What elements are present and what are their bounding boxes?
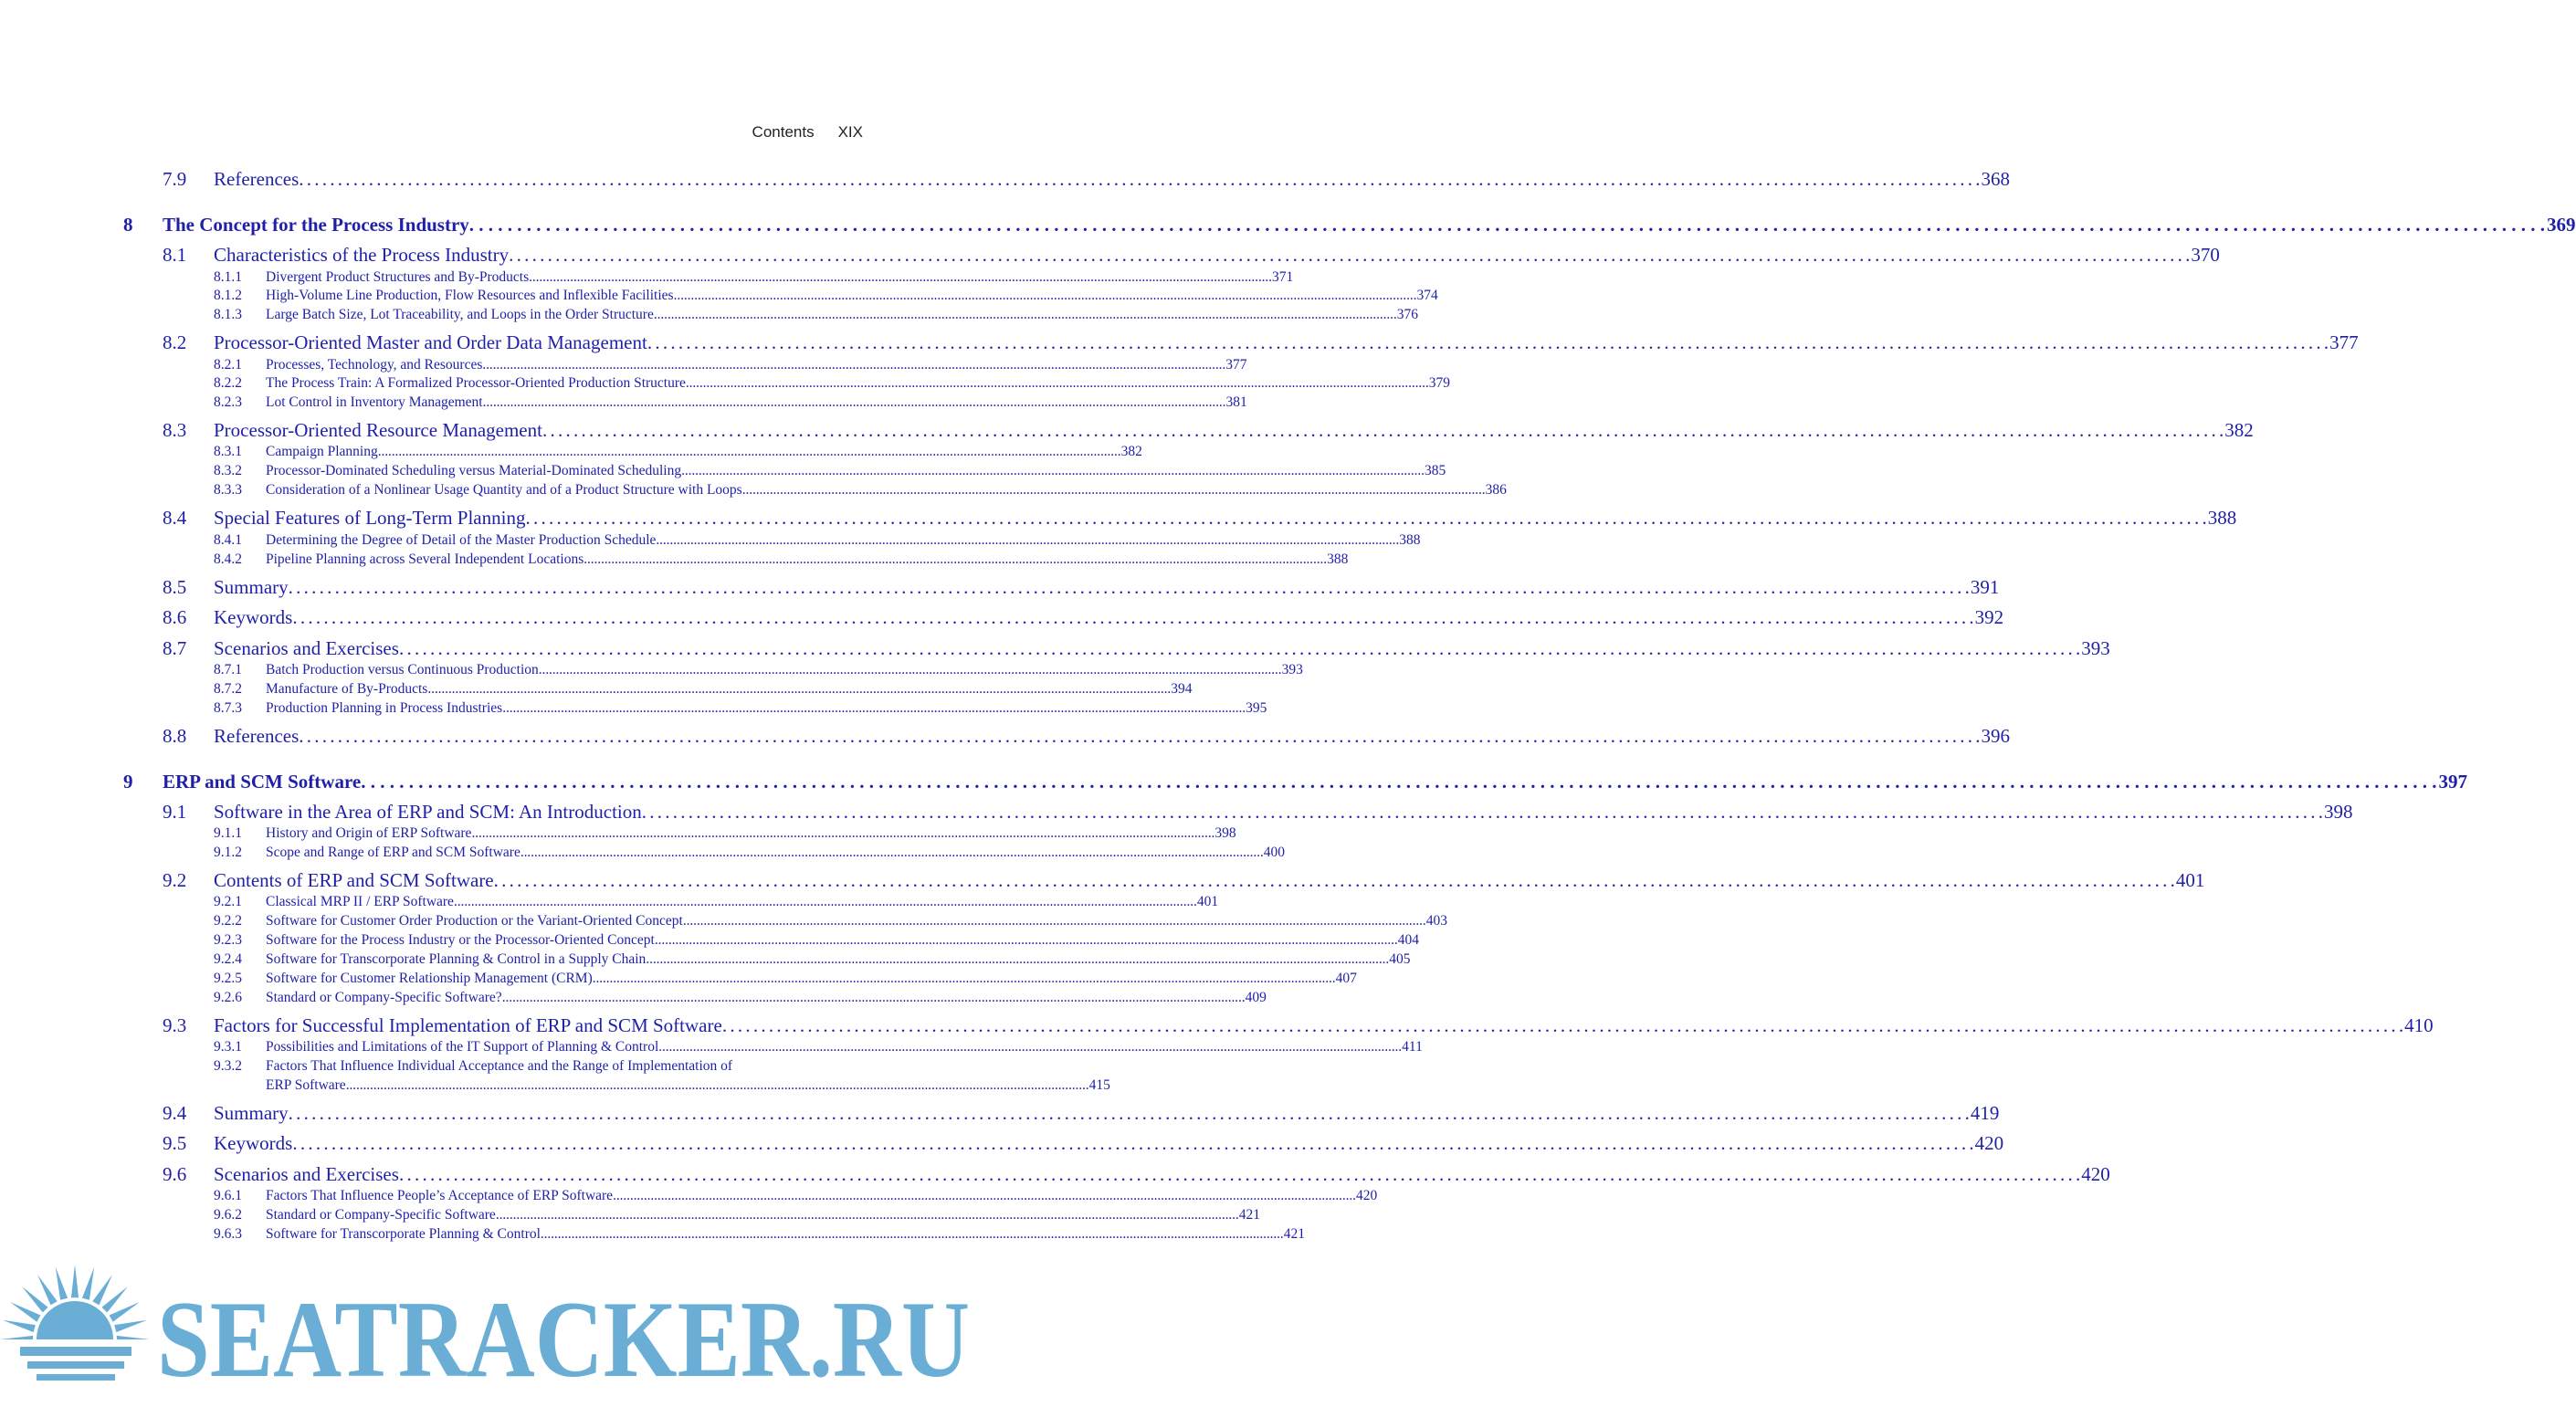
dot-leader xyxy=(683,913,1425,929)
toc-entry-page[interactable]: 400 xyxy=(1263,844,1285,860)
toc-entry-page[interactable]: 401 xyxy=(2175,868,2205,891)
toc-entry-page[interactable]: 382 xyxy=(1120,443,1142,459)
dot-leader xyxy=(613,1188,1354,1204)
toc-entry-title[interactable]: The Concept for the Process Industry xyxy=(163,213,469,236)
toc-entry-page[interactable]: 374 xyxy=(1416,287,1438,303)
dot-leader xyxy=(655,932,1396,949)
header-label: Contents xyxy=(752,123,815,141)
toc-entry-title[interactable]: Standard or Company-Specific Software? xyxy=(266,989,502,1005)
toc-entry-page[interactable]: 409 xyxy=(1245,989,1267,1005)
dot-leader xyxy=(742,482,1484,499)
dot-leader xyxy=(292,1132,1972,1155)
dot-leader xyxy=(509,244,2189,267)
sun-ray xyxy=(71,1265,79,1297)
toc-entry-title[interactable]: Scenarios and Exercises xyxy=(214,636,399,659)
toc-entry-page[interactable]: 396 xyxy=(1981,724,2011,747)
toc-entry-title[interactable]: Campaign Planning xyxy=(266,443,378,459)
toc-entry-page[interactable]: 407 xyxy=(1335,970,1357,986)
toc-entry-title[interactable]: Software in the Area of ERP and SCM: An Introduction xyxy=(214,800,642,823)
toc-entry-page[interactable]: 388 xyxy=(1399,531,1421,548)
toc-entry-title[interactable]: Classical MRP II / ERP Software xyxy=(266,893,454,909)
toc-entry-number: 8.2.2 xyxy=(214,374,242,391)
dot-leader xyxy=(541,1226,1282,1243)
sun-ray xyxy=(22,1286,48,1313)
dot-leader xyxy=(292,606,1972,629)
toc-entry-title[interactable]: Production Planning in Process Industries xyxy=(266,699,503,716)
toc-entry-number: 8.1.3 xyxy=(214,306,242,322)
dot-leader xyxy=(494,869,2174,892)
dot-leader xyxy=(722,1014,2403,1037)
toc-entry-title[interactable]: References xyxy=(214,724,300,747)
toc-entry-page[interactable]: 393 xyxy=(1281,661,1303,677)
toc-entry-number: 8.4.2 xyxy=(214,551,242,567)
sun-ray xyxy=(82,1267,94,1300)
dot-leader xyxy=(525,507,2205,530)
dot-leader xyxy=(686,375,1427,392)
toc-entry-number: 8.3.3 xyxy=(214,481,242,498)
toc-entry-page[interactable]: 405 xyxy=(1389,950,1411,967)
dot-leader xyxy=(399,1163,2079,1186)
dot-leader xyxy=(646,951,1387,968)
sun-logo-icon xyxy=(0,1265,155,1407)
sun-ray xyxy=(10,1302,40,1322)
header-page-number: XIX xyxy=(837,123,863,141)
toc-entry-page[interactable]: 368 xyxy=(1981,167,2011,190)
toc-entry-title[interactable]: Processor-Dominated Scheduling versus Material-Dominated Scheduling xyxy=(266,462,682,478)
toc-entry-page[interactable]: 376 xyxy=(1396,306,1418,322)
toc-entry-title[interactable]: Possibilities and Limitations of the IT Support of Planning & Control xyxy=(266,1038,659,1055)
sun-ray xyxy=(110,1302,140,1322)
toc-entry-title[interactable]: Contents of ERP and SCM Software xyxy=(214,868,494,891)
sun-ray xyxy=(3,1320,36,1332)
toc-entry-number: 9.3.2 xyxy=(214,1057,242,1074)
toc-entry-number: 9.2.6 xyxy=(214,989,242,1005)
toc-entry-title[interactable]: Keywords xyxy=(214,1131,293,1154)
toc-entry-title-continuation[interactable]: ERP Software xyxy=(266,1076,346,1093)
toc-entry-page[interactable]: 421 xyxy=(1238,1206,1260,1223)
dot-leader xyxy=(674,288,1415,304)
toc-entry-page[interactable]: 401 xyxy=(1196,893,1219,909)
toc-entry-page[interactable]: 381 xyxy=(1225,394,1247,410)
dot-leader xyxy=(502,700,1244,717)
toc-entry-number: 8.2.3 xyxy=(214,394,242,410)
dot-leader xyxy=(642,801,2322,824)
toc-entry-title[interactable]: Software for Transcorporate Planning & Control in a Supply Chain xyxy=(266,950,647,967)
dot-leader xyxy=(539,662,1280,678)
toc-entry-title[interactable]: The Process Train: A Formalized Processor-Oriented Production Structure xyxy=(266,374,686,391)
toc-entry-number: 9.2.2 xyxy=(214,912,242,929)
toc-entry-page[interactable]: 420 xyxy=(1355,1187,1378,1203)
watermark-text: SEATRACKER.RU xyxy=(157,1278,970,1400)
toc-entry-title[interactable]: Standard or Company-Specific Software xyxy=(266,1206,496,1223)
toc-entry-page[interactable]: 385 xyxy=(1425,462,1446,478)
toc-entry-page[interactable]: 421 xyxy=(1283,1225,1306,1242)
dot-leader xyxy=(593,971,1334,987)
toc-entry-page[interactable]: 377 xyxy=(1225,356,1247,373)
toc-entry-page[interactable]: 398 xyxy=(2324,800,2353,823)
dot-leader xyxy=(496,1207,1237,1223)
toc-entry-number: 9.1 xyxy=(163,800,187,823)
toc-entry-title[interactable]: Pipeline Planning across Several Independent Locations xyxy=(266,551,584,567)
toc-entry-number: 8.7.3 xyxy=(214,699,242,716)
toc-entry-title[interactable]: Summary xyxy=(214,575,289,598)
toc-entry-number: 8.2 xyxy=(163,331,187,353)
dot-leader xyxy=(346,1077,1088,1094)
toc-entry-number: 8.8 xyxy=(163,724,187,747)
dot-leader xyxy=(681,463,1423,479)
toc-entry-number: 9.1.2 xyxy=(214,844,242,860)
toc-entry-title[interactable]: Determining the Degree of Detail of the Master Production Schedule xyxy=(266,531,657,548)
toc-entry-number: 9.3.1 xyxy=(214,1038,242,1055)
dot-leader xyxy=(289,1102,1969,1125)
dot-leader xyxy=(454,894,1195,910)
toc-entry-page[interactable]: 370 xyxy=(2191,243,2220,266)
dot-leader xyxy=(520,845,1262,861)
toc-entry-title[interactable]: References xyxy=(214,167,300,190)
dot-leader xyxy=(656,532,1397,549)
toc-entry-number: 8 xyxy=(123,213,133,236)
toc-entry-title[interactable]: Summary xyxy=(214,1101,289,1124)
toc-entry-title[interactable]: Large Batch Size, Lot Traceability, and Loops in the Order Structure xyxy=(266,306,654,322)
toc-entry-page[interactable]: 404 xyxy=(1397,931,1419,948)
toc-entry-page[interactable]: 420 xyxy=(1974,1131,2004,1154)
toc-entry-number: 9.6.1 xyxy=(214,1187,242,1203)
toc-entry-number: 8.7.1 xyxy=(214,661,242,677)
toc-entry-number: 7.9 xyxy=(163,167,187,190)
dot-leader xyxy=(299,168,1979,191)
dot-leader xyxy=(529,269,1270,286)
toc-entry-number: 8.3 xyxy=(163,418,187,441)
dot-leader xyxy=(584,551,1325,568)
toc-entry-page[interactable]: 395 xyxy=(1246,699,1267,716)
toc-entry-page[interactable]: 419 xyxy=(1970,1101,2000,1124)
toc-entry-page[interactable]: 382 xyxy=(2224,418,2254,441)
toc-entry-page[interactable]: 393 xyxy=(2081,636,2110,659)
dot-leader xyxy=(361,771,2436,793)
toc-entry-title[interactable]: Lot Control in Inventory Management xyxy=(266,394,483,410)
toc-entry-number: 8.1.1 xyxy=(214,268,242,285)
toc-entry-page[interactable]: 371 xyxy=(1272,268,1294,285)
toc-entry-title[interactable]: Consideration of a Nonlinear Usage Quantity and of a Product Structure with Loops xyxy=(266,481,742,498)
toc-entry-number: 9.2.3 xyxy=(214,931,242,948)
toc-entry-number: 8.3.1 xyxy=(214,443,242,459)
toc-entry-number: 9.2.5 xyxy=(214,970,242,986)
toc-entry-number: 9.3 xyxy=(163,1013,187,1036)
toc-entry-number: 9.1.1 xyxy=(214,824,242,841)
toc-entry-page[interactable]: 398 xyxy=(1214,824,1236,841)
toc-entry-page[interactable]: 388 xyxy=(1327,551,1349,567)
toc-entry-title[interactable]: High-Volume Line Production, Flow Resources and Inflexible Facilities xyxy=(266,287,674,303)
toc-entry-title[interactable]: Divergent Product Structures and By-Products xyxy=(266,268,530,285)
toc-entry-page[interactable]: 379 xyxy=(1428,374,1451,391)
toc-entry-page[interactable]: 403 xyxy=(1425,912,1447,929)
dot-leader xyxy=(482,357,1224,373)
toc-entry-title[interactable]: Characteristics of the Process Industry xyxy=(214,243,510,266)
toc-entry-title[interactable]: Software for Transcorporate Planning & Control xyxy=(266,1225,541,1242)
toc-entry-number: 8.1.2 xyxy=(214,287,242,303)
toc-entry-title[interactable]: Software for the Process Industry or the Processor-Oriented Concept xyxy=(266,931,655,948)
dot-leader xyxy=(427,681,1169,698)
toc-entry-title[interactable]: Processor-Oriented Resource Management xyxy=(214,418,542,441)
toc-entry-title[interactable]: Factors That Influence Individual Acceptance and the Range of Implementation of xyxy=(266,1057,733,1074)
dot-leader xyxy=(469,214,2545,236)
sun-ray xyxy=(56,1267,68,1300)
toc-entry-page[interactable]: 392 xyxy=(1974,605,2004,628)
toc-entry-title[interactable]: Batch Production versus Continuous Production xyxy=(266,661,539,677)
toc-entry-number: 8.1 xyxy=(163,243,187,266)
dot-leader xyxy=(654,307,1395,323)
dot-leader xyxy=(483,394,1225,411)
toc-entry-title[interactable]: Scope and Range of ERP and SCM Software xyxy=(266,844,520,860)
dot-leader xyxy=(502,990,1244,1006)
dot-leader xyxy=(542,419,2223,442)
toc-entry-title[interactable]: Manufacture of By-Products xyxy=(266,680,428,697)
sun-ray xyxy=(37,1275,58,1305)
toc-entry-title[interactable]: Scenarios and Exercises xyxy=(214,1162,399,1185)
toc-entry-title[interactable]: Processes, Technology, and Resources xyxy=(266,356,483,373)
toc-entry-number: 8.4.1 xyxy=(214,531,242,548)
toc-entry-number: 8.7.2 xyxy=(214,680,242,697)
dot-leader xyxy=(658,1039,1400,1055)
toc-entry-number: 8.5 xyxy=(163,575,187,598)
toc-entry-number: 9.5 xyxy=(163,1131,187,1154)
running-header xyxy=(752,123,863,142)
toc-entry-number: 9.2 xyxy=(163,868,187,891)
toc-entry-title[interactable]: Processor-Oriented Master and Order Data Management xyxy=(214,331,647,353)
dot-leader xyxy=(289,576,1969,599)
toc-entry-number: 8.7 xyxy=(163,636,187,659)
toc-entry-page[interactable]: 391 xyxy=(1970,575,2000,598)
toc-entry-title[interactable]: Factors That Influence People’s Acceptance of ERP Software xyxy=(266,1187,614,1203)
toc-entry-title[interactable]: Keywords xyxy=(214,605,293,628)
toc-entry-number: 9.6 xyxy=(163,1162,187,1185)
toc-entry-page[interactable]: 394 xyxy=(1171,680,1193,697)
toc-entry-number: 9 xyxy=(123,770,133,793)
toc-entry-page[interactable]: 415 xyxy=(1088,1076,1110,1093)
toc-entry-number: 8.6 xyxy=(163,605,187,628)
sun-ray xyxy=(102,1286,129,1313)
toc-entry-page[interactable]: 386 xyxy=(1485,481,1507,498)
toc-entry-title[interactable]: Software for Customer Order Production or the Variant-Oriented Concept xyxy=(266,912,683,929)
toc-entry-page[interactable]: 388 xyxy=(2207,506,2237,529)
toc-entry-page[interactable]: 369 xyxy=(2547,213,2576,236)
toc-entry-number: 9.6.3 xyxy=(214,1225,242,1242)
toc-entry-number: 9.6.2 xyxy=(214,1206,242,1223)
toc-entry-number: 8.2.1 xyxy=(214,356,242,373)
toc-entry-number: 9.2.1 xyxy=(214,893,242,909)
dot-leader xyxy=(647,331,2328,354)
toc-entry-page[interactable]: 397 xyxy=(2438,770,2467,793)
toc-entry-title[interactable]: Factors for Successful Implementation of ERP and SCM Software xyxy=(214,1013,722,1036)
toc-entry-page[interactable]: 377 xyxy=(2329,331,2359,353)
sun-ray xyxy=(92,1275,112,1305)
toc-entry-page[interactable]: 420 xyxy=(2081,1162,2110,1185)
watermark xyxy=(0,1255,986,1407)
dot-leader xyxy=(399,637,2079,660)
dot-leader xyxy=(378,444,1120,460)
toc-entry-number: 8.3.2 xyxy=(214,462,242,478)
toc-entry-title[interactable]: Software for Customer Relationship Management (CRM) xyxy=(266,970,593,986)
toc-entry-number: 8.4 xyxy=(163,506,187,529)
toc-entry-number: 9.4 xyxy=(163,1101,187,1124)
toc-entry-page[interactable]: 411 xyxy=(1402,1038,1423,1055)
toc-entry-page[interactable]: 410 xyxy=(2404,1013,2434,1036)
dot-leader xyxy=(299,725,1979,748)
toc-entry-number: 9.2.4 xyxy=(214,950,242,967)
sun-ray xyxy=(114,1320,147,1332)
toc-entry-title[interactable]: Special Features of Long-Term Planning xyxy=(214,506,526,529)
dot-leader xyxy=(471,825,1213,842)
toc-entry-title[interactable]: History and Origin of ERP Software xyxy=(266,824,472,841)
toc-entry-title[interactable]: ERP and SCM Software xyxy=(163,770,362,793)
